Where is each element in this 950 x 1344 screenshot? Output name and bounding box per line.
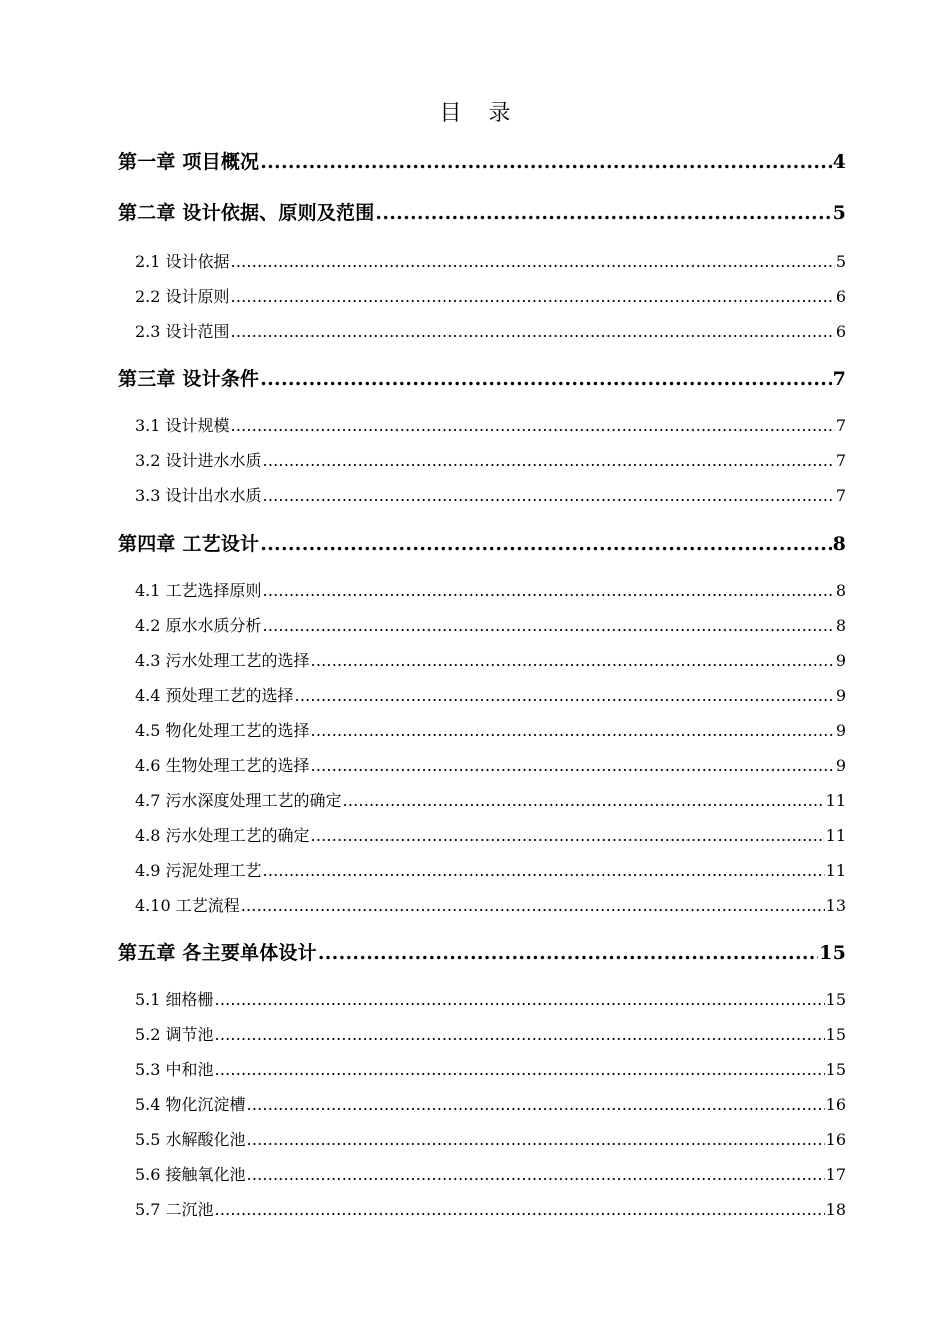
dot-leader <box>318 939 818 967</box>
toc-entry-label: 第一章 项目概况 <box>118 151 260 173</box>
dot-leader <box>311 649 835 673</box>
toc-entry-page: 9 <box>835 686 846 705</box>
dot-leader <box>295 684 835 708</box>
dot-leader <box>215 1198 825 1222</box>
toc-entry-page: 9 <box>835 651 846 670</box>
toc-entry-section[interactable] <box>135 484 846 508</box>
toc-entry-section[interactable] <box>135 754 846 778</box>
toc-entry-section[interactable] <box>135 320 846 344</box>
toc-entry-section[interactable] <box>135 250 846 274</box>
toc-entry-label: 4.4 预处理工艺的选择 <box>135 686 294 705</box>
toc-entry-page: 11 <box>825 791 846 810</box>
toc-entry-section[interactable] <box>135 1093 846 1117</box>
toc-entry-section[interactable] <box>135 649 846 673</box>
toc-entry-page: 7 <box>832 368 846 390</box>
toc-entry-label: 4.8 污水处理工艺的确定 <box>135 826 310 845</box>
toc-entry-page: 4 <box>832 151 846 173</box>
toc-entry-page: 11 <box>825 826 846 845</box>
toc-entry-section[interactable] <box>135 1163 846 1187</box>
toc-entry-page: 6 <box>835 322 846 341</box>
toc-entry-label: 5.5 水解酸化池 <box>135 1130 246 1149</box>
dot-leader <box>231 285 835 309</box>
toc-entry-page: 17 <box>825 1165 846 1184</box>
toc-entry-label: 4.5 物化处理工艺的选择 <box>135 721 310 740</box>
toc-entry-section[interactable] <box>135 1058 846 1082</box>
toc-entry-label: 第四章 工艺设计 <box>118 533 260 555</box>
toc-entry-section[interactable] <box>135 285 846 309</box>
toc-entry-section[interactable] <box>135 719 846 743</box>
dot-leader <box>263 484 835 508</box>
toc-entry-page: 11 <box>825 861 846 880</box>
dot-leader <box>343 789 825 813</box>
toc-entry-label: 4.10 工艺流程 <box>135 896 240 915</box>
toc-entry-label: 3.1 设计规模 <box>135 416 230 435</box>
dot-leader <box>311 719 835 743</box>
toc-entry-chapter-2[interactable] <box>118 199 846 227</box>
dot-leader <box>311 824 825 848</box>
toc-entry-section[interactable] <box>135 684 846 708</box>
toc-entry-section[interactable] <box>135 824 846 848</box>
dot-leader <box>375 199 831 227</box>
toc-entry-label: 3.3 设计出水水质 <box>135 486 262 505</box>
toc-entry-chapter-4[interactable] <box>118 530 846 558</box>
toc-entry-label: 5.6 接触氧化池 <box>135 1165 246 1184</box>
dot-leader <box>215 1023 825 1047</box>
toc-entry-page: 7 <box>835 451 846 470</box>
toc-entry-page: 7 <box>835 486 846 505</box>
toc-entry-page: 15 <box>825 1025 846 1044</box>
dot-leader <box>311 754 835 778</box>
toc-entry-label: 4.2 原水水质分析 <box>135 616 262 635</box>
dot-leader <box>263 449 835 473</box>
dot-leader <box>241 894 825 918</box>
toc-title: 目 录 <box>439 101 521 126</box>
toc-entry-label: 5.1 细格栅 <box>135 990 214 1009</box>
dot-leader <box>231 250 835 274</box>
toc-entry-page: 5 <box>835 252 846 271</box>
toc-entry-page: 8 <box>832 533 846 555</box>
toc-entry-label: 5.3 中和池 <box>135 1060 214 1079</box>
dot-leader <box>215 988 825 1012</box>
toc-entry-page: 8 <box>835 581 846 600</box>
toc-entry-page: 7 <box>835 416 846 435</box>
toc-entry-page: 13 <box>825 896 846 915</box>
toc-entry-chapter-5[interactable] <box>118 939 846 967</box>
toc-entry-page: 18 <box>825 1200 846 1219</box>
toc-entry-label: 第二章 设计依据、原则及范围 <box>118 202 375 224</box>
toc-entry-section[interactable] <box>135 988 846 1012</box>
toc-entry-section[interactable] <box>135 1023 846 1047</box>
dot-leader <box>263 579 835 603</box>
toc-entry-label: 3.2 设计进水水质 <box>135 451 262 470</box>
toc-entry-section[interactable] <box>135 1128 846 1152</box>
toc-entry-section[interactable] <box>135 1198 846 1222</box>
toc-entry-page: 16 <box>825 1095 846 1114</box>
toc-entry-section[interactable] <box>135 449 846 473</box>
toc-entry-section[interactable] <box>135 789 846 813</box>
toc-entry-label: 4.3 污水处理工艺的选择 <box>135 651 310 670</box>
toc-entry-section[interactable] <box>135 579 846 603</box>
toc-entry-label: 第三章 设计条件 <box>118 368 260 390</box>
toc-entry-label: 5.4 物化沉淀槽 <box>135 1095 246 1114</box>
dot-leader <box>247 1128 825 1152</box>
toc-entry-page: 15 <box>825 1060 846 1079</box>
dot-leader <box>260 148 831 176</box>
toc-entry-page: 6 <box>835 287 846 306</box>
toc-entry-section[interactable] <box>135 614 846 638</box>
toc-entry-page: 15 <box>819 942 846 964</box>
toc-entry-label: 4.7 污水深度处理工艺的确定 <box>135 791 342 810</box>
toc-entry-page: 8 <box>835 616 846 635</box>
dot-leader <box>260 530 831 558</box>
dot-leader <box>263 614 835 638</box>
toc-entry-label: 5.7 二沉池 <box>135 1200 214 1219</box>
toc-entry-section[interactable] <box>135 414 846 438</box>
toc-entry-page: 5 <box>832 202 846 224</box>
toc-entry-label: 2.2 设计原则 <box>135 287 230 306</box>
toc-entry-page: 9 <box>835 756 846 775</box>
toc-entry-chapter-3[interactable] <box>118 365 846 393</box>
toc-entry-label: 4.1 工艺选择原则 <box>135 581 262 600</box>
toc-entry-label: 2.3 设计范围 <box>135 322 230 341</box>
toc-entry-label: 2.1 设计依据 <box>135 252 230 271</box>
dot-leader <box>260 365 831 393</box>
dot-leader <box>215 1058 825 1082</box>
toc-entry-section[interactable] <box>135 859 846 883</box>
toc-entry-label: 4.9 污泥处理工艺 <box>135 861 262 880</box>
toc-entry-page: 15 <box>825 990 846 1009</box>
dot-leader <box>247 1163 825 1187</box>
toc-entry-chapter-1[interactable] <box>118 148 846 176</box>
toc-entry-label: 第五章 各主要单体设计 <box>118 942 317 964</box>
toc-entry-label: 4.6 生物处理工艺的选择 <box>135 756 310 775</box>
toc-entry-page: 9 <box>835 721 846 740</box>
toc-entry-page: 16 <box>825 1130 846 1149</box>
dot-leader <box>231 320 835 344</box>
toc-entry-label: 5.2 调节池 <box>135 1025 214 1044</box>
toc-entry-section[interactable] <box>135 894 846 918</box>
dot-leader <box>231 414 835 438</box>
dot-leader <box>263 859 825 883</box>
dot-leader <box>247 1093 825 1117</box>
